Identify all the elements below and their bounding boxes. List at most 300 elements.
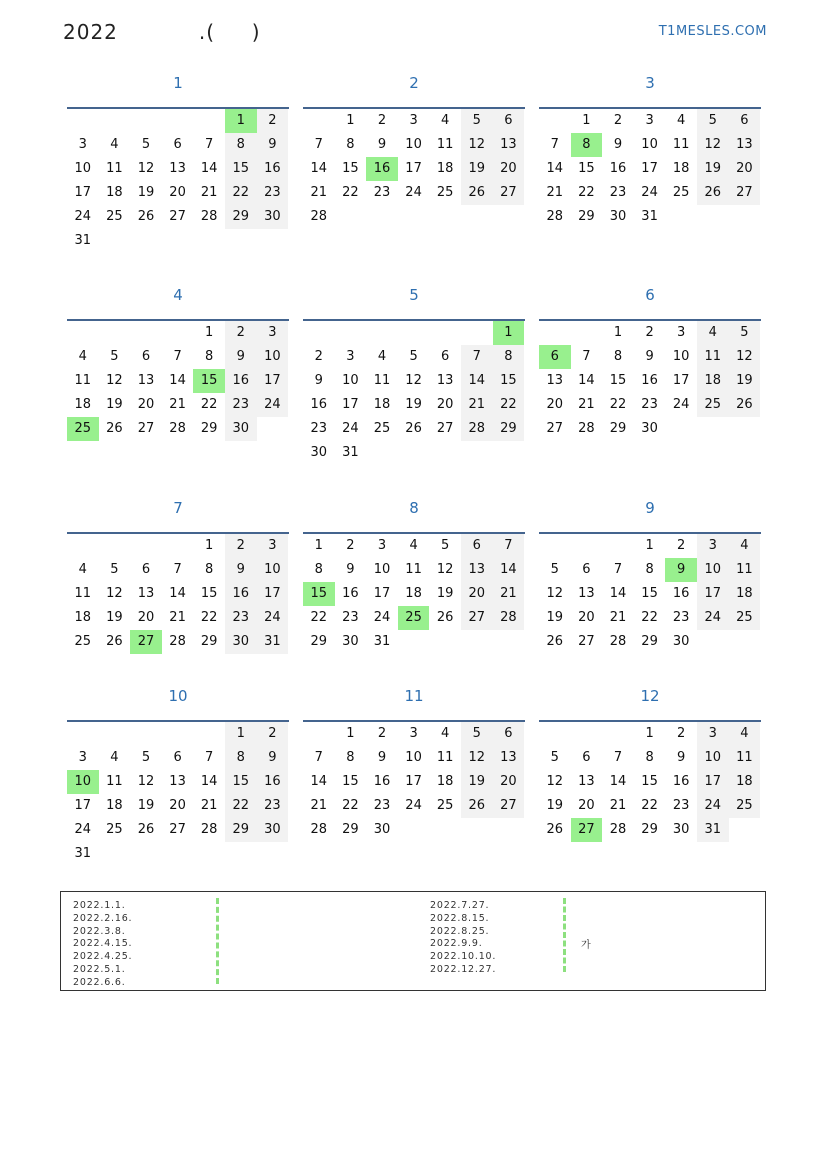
month-grid [303,107,525,229]
day-cell: 20 [436,397,454,412]
week-row [303,369,525,393]
day-cell: 6 [493,722,525,746]
day-cell: 22 [310,610,328,625]
empty-cell [665,205,697,229]
day-cell: 25 [373,421,391,436]
day-cell: 26 [546,822,564,837]
day-cell: 26 [546,634,564,649]
day-cell: 20 [461,582,493,606]
day-cell: 30 [641,421,658,436]
day-cell: 29 [200,634,218,649]
week-row [539,722,761,746]
site-logo[interactable]: T1MESLES.COM [658,24,767,39]
day-cell: 26 [106,421,123,436]
day-cell: 10 [641,137,658,152]
week-row [539,321,761,345]
month-9 [539,498,761,649]
day-cell: 30 [373,822,391,837]
day-cell: 2 [225,534,257,558]
day-cell: 2 [377,113,387,128]
day-cell: 12 [461,746,493,770]
empty-cell [130,534,162,558]
legend-date: 2022.5.1. [73,963,126,975]
empty-cell [99,842,131,866]
empty-cell [602,534,634,558]
day-cell: 11 [697,345,729,369]
week-row [539,393,761,417]
day-cell: 1 [225,722,257,746]
holiday-day-cell: 25 [67,417,99,441]
day-cell: 15 [578,161,595,176]
day-cell: 30 [609,209,627,224]
holiday-day-cell: 16 [366,157,398,181]
empty-cell [398,630,430,654]
day-cell: 25 [729,794,761,818]
empty-cell [99,109,131,133]
day-cell: 11 [373,373,391,388]
day-cell: 3 [257,534,289,558]
day-cell: 13 [169,774,186,789]
day-cell: 15 [641,774,658,789]
day-cell: 10 [257,345,289,369]
day-cell: 24 [257,606,289,630]
week-row [67,722,289,746]
day-cell: 20 [729,157,761,181]
day-cell: 4 [78,349,87,364]
week-row [539,746,761,770]
day-cell: 18 [436,774,454,789]
day-cell: 3 [78,750,87,765]
day-cell: 20 [169,185,186,200]
month-grid [539,720,761,842]
day-cell: 22 [641,610,658,625]
week-row [67,393,289,417]
day-cell: 22 [225,181,257,205]
day-cell: 24 [405,798,422,813]
day-cell: 17 [405,774,422,789]
day-cell: 26 [461,794,493,818]
day-cell: 15 [609,373,627,388]
day-cell: 1 [346,726,355,741]
legend-right-dates [430,900,496,977]
day-cell: 23 [342,610,359,625]
day-cell: 8 [346,750,355,765]
day-cell: 17 [257,582,289,606]
day-cell: 8 [225,133,257,157]
day-cell: 10 [74,161,92,176]
day-cell: 21 [169,397,186,412]
day-cell: 28 [310,822,328,837]
day-cell: 11 [436,750,454,765]
day-cell: 7 [205,750,214,765]
empty-cell [303,722,335,746]
empty-cell [539,321,571,345]
day-cell: 22 [609,397,627,412]
day-cell: 13 [493,746,525,770]
day-cell: 10 [697,558,729,582]
day-cell: 14 [609,586,627,601]
day-cell: 11 [74,586,92,601]
day-cell: 6 [441,349,450,364]
day-cell: 9 [677,750,686,765]
empty-cell [130,321,162,345]
month-title: 11 [404,687,424,705]
day-cell: 25 [697,393,729,417]
week-row [67,229,289,253]
empty-cell [729,417,761,441]
day-cell: 14 [578,373,595,388]
day-cell: 9 [257,133,289,157]
week-row [539,582,761,606]
day-cell: 20 [578,798,595,813]
day-cell: 14 [169,586,186,601]
day-cell: 22 [493,393,525,417]
week-row [539,369,761,393]
empty-cell [67,534,99,558]
empty-cell [602,722,634,746]
legend-left-marker [216,898,219,984]
day-cell: 17 [697,582,729,606]
day-cell: 2 [346,538,355,553]
day-cell: 23 [310,421,328,436]
day-cell: 18 [74,610,92,625]
day-cell: 11 [729,558,761,582]
holiday-day-cell: 15 [193,369,225,393]
day-cell: 2 [677,726,686,741]
week-row [539,109,761,133]
legend-date: 2022.1.1. [73,900,126,911]
day-cell: 17 [74,185,92,200]
day-cell: 2 [225,321,257,345]
day-cell: 10 [697,746,729,770]
week-row [303,109,525,133]
day-cell: 30 [342,634,359,649]
day-cell: 28 [578,421,595,436]
day-cell: 14 [546,161,564,176]
day-cell: 24 [641,185,658,200]
day-cell: 26 [137,822,155,837]
week-row [539,345,761,369]
empty-cell [539,722,571,746]
month-title: 3 [645,74,655,92]
month-title: 6 [645,286,655,304]
week-row [303,746,525,770]
day-cell: 5 [550,750,559,765]
day-cell: 3 [645,113,654,128]
day-cell: 4 [677,113,686,128]
day-cell: 19 [729,369,761,393]
day-cell: 26 [405,421,422,436]
day-cell: 4 [697,321,729,345]
day-cell: 6 [729,109,761,133]
empty-cell [398,441,430,465]
day-cell: 2 [377,726,387,741]
day-cell: 5 [110,562,119,577]
week-row [539,157,761,181]
day-cell: 13 [493,133,525,157]
day-cell: 26 [729,393,761,417]
day-cell: 27 [169,822,186,837]
legend-date: 2022.4.25. [73,951,133,963]
day-cell: 7 [173,349,182,364]
day-cell: 6 [493,109,525,133]
day-cell: 7 [613,562,623,577]
day-cell: 5 [141,750,151,765]
day-cell: 8 [493,345,525,369]
empty-cell [366,441,398,465]
day-cell: 29 [641,634,658,649]
day-cell: 16 [672,586,690,601]
legend-date: 2022.9.9. [430,938,483,950]
day-cell: 31 [373,634,391,649]
day-cell: 21 [169,610,186,625]
day-cell: 12 [461,133,493,157]
day-cell: 23 [672,798,690,813]
week-row [539,133,761,157]
day-cell: 28 [461,417,493,441]
month-title: 9 [645,499,655,517]
day-cell: 2 [645,325,654,340]
empty-cell [429,205,461,229]
day-cell: 8 [205,562,214,577]
day-cell: 3 [257,321,289,345]
month-grid [67,720,289,866]
day-cell: 29 [578,209,595,224]
week-row [539,794,761,818]
week-row [67,181,289,205]
day-cell: 11 [672,137,690,152]
legend-date: 2022.10.10. [430,951,497,963]
day-cell: 11 [106,161,123,176]
day-cell: 12 [729,345,761,369]
day-cell: 30 [672,822,690,837]
empty-cell [99,229,131,253]
day-cell: 19 [546,610,564,625]
holiday-day-cell: 27 [571,818,603,842]
day-cell: 14 [310,774,328,789]
day-cell: 12 [405,373,422,388]
empty-cell [461,205,493,229]
day-cell: 18 [405,586,422,601]
day-cell: 21 [461,393,493,417]
empty-cell [303,109,335,133]
day-cell: 9 [377,750,387,765]
week-row [303,722,525,746]
empty-cell [429,630,461,654]
day-cell: 11 [106,774,123,789]
day-cell: 14 [609,774,627,789]
day-cell: 20 [578,610,595,625]
month-grid [539,532,761,654]
week-row [67,582,289,606]
day-cell: 27 [137,421,155,436]
day-cell: 21 [200,798,218,813]
legend-date: 2022.4.15. [73,938,133,950]
empty-cell [461,441,493,465]
holiday-day-cell: 1 [225,109,257,133]
day-cell: 4 [377,349,387,364]
holiday-day-cell: 8 [571,133,603,157]
holiday-day-cell: 27 [130,630,162,654]
week-row [303,794,525,818]
day-cell: 21 [609,610,627,625]
day-cell: 27 [546,421,564,436]
day-cell: 24 [697,794,729,818]
week-row [67,842,289,866]
day-cell: 8 [645,562,654,577]
empty-cell [130,842,162,866]
day-cell: 3 [78,137,87,152]
empty-cell [130,229,162,253]
day-cell: 6 [141,349,151,364]
day-cell: 27 [729,181,761,205]
day-cell: 28 [169,421,186,436]
day-cell: 21 [200,185,218,200]
month-grid [67,532,289,654]
day-cell: 10 [373,562,391,577]
empty-cell [697,630,729,654]
day-cell: 13 [578,586,595,601]
empty-cell [257,229,289,253]
day-cell: 20 [546,397,564,412]
month-grid [303,532,525,654]
day-cell: 12 [697,133,729,157]
day-cell: 16 [257,157,289,181]
day-cell: 21 [310,185,328,200]
day-cell: 4 [409,538,418,553]
day-cell: 2 [257,722,289,746]
week-row [539,534,761,558]
empty-cell [697,205,729,229]
empty-cell [130,722,162,746]
day-cell: 10 [342,373,359,388]
day-cell: 7 [493,534,525,558]
day-cell: 18 [697,369,729,393]
day-cell: 15 [225,157,257,181]
day-cell: 19 [436,586,454,601]
empty-cell [162,534,194,558]
day-cell: 15 [493,369,525,393]
day-cell: 29 [200,421,218,436]
week-row [67,746,289,770]
week-row [303,205,525,229]
day-cell: 29 [641,822,658,837]
day-cell: 24 [697,606,729,630]
legend-date: 2022.7.27. [430,900,490,911]
day-cell: 28 [310,209,328,224]
empty-cell [429,441,461,465]
week-row [67,133,289,157]
day-cell: 19 [546,798,564,813]
day-cell: 9 [257,746,289,770]
empty-cell [162,229,194,253]
day-cell: 27 [493,794,525,818]
day-cell: 3 [377,538,387,553]
day-cell: 3 [697,722,729,746]
day-cell: 25 [106,209,123,224]
day-cell: 7 [314,750,323,765]
empty-cell [193,722,225,746]
day-cell: 11 [729,746,761,770]
month-grid [67,107,289,253]
day-cell: 3 [409,113,418,128]
week-row [67,157,289,181]
holiday-day-cell: 9 [665,558,697,582]
day-cell: 8 [205,349,214,364]
day-cell: 5 [729,321,761,345]
day-cell: 29 [310,634,328,649]
day-cell: 8 [346,137,355,152]
empty-cell [398,321,430,345]
empty-cell [571,722,603,746]
day-cell: 22 [200,397,218,412]
empty-cell [461,818,493,842]
month-title: 5 [409,286,419,304]
week-row [303,393,525,417]
day-cell: 13 [578,774,595,789]
day-cell: 19 [106,397,123,412]
empty-cell [257,417,289,441]
day-cell: 14 [310,161,328,176]
day-cell: 22 [342,798,359,813]
day-cell: 1 [205,538,214,553]
week-row [303,558,525,582]
week-row [67,558,289,582]
week-row [67,606,289,630]
empty-cell [398,205,430,229]
day-cell: 7 [582,349,591,364]
day-cell: 4 [441,113,450,128]
day-cell: 18 [74,397,92,412]
day-cell: 19 [461,157,493,181]
day-cell: 11 [74,373,92,388]
month-5 [303,285,525,460]
day-cell: 28 [609,634,627,649]
day-cell: 22 [225,794,257,818]
day-cell: 18 [106,798,123,813]
empty-cell [67,722,99,746]
day-cell: 3 [697,534,729,558]
day-cell: 31 [342,445,359,460]
day-cell: 20 [493,770,525,794]
day-cell: 9 [225,558,257,582]
day-cell: 7 [613,750,623,765]
day-cell: 27 [493,181,525,205]
holiday-legend [60,891,766,991]
week-row [303,606,525,630]
week-row [67,770,289,794]
legend-date: 2022.3.8. [73,925,126,937]
empty-cell [162,321,194,345]
empty-cell [398,818,430,842]
day-cell: 27 [169,209,186,224]
day-cell: 9 [314,373,323,388]
legend-note: 가 [581,940,591,951]
day-cell: 16 [609,161,627,176]
day-cell: 10 [257,558,289,582]
day-cell: 12 [546,586,564,601]
day-cell: 28 [609,822,627,837]
day-cell: 12 [137,161,155,176]
day-cell: 16 [342,586,359,601]
month-grid [303,319,525,465]
day-cell: 24 [405,185,422,200]
legend-date: 2022.12.27. [430,963,497,975]
day-cell: 2 [613,113,623,128]
empty-cell [67,109,99,133]
day-cell: 5 [441,538,450,553]
week-row [539,770,761,794]
